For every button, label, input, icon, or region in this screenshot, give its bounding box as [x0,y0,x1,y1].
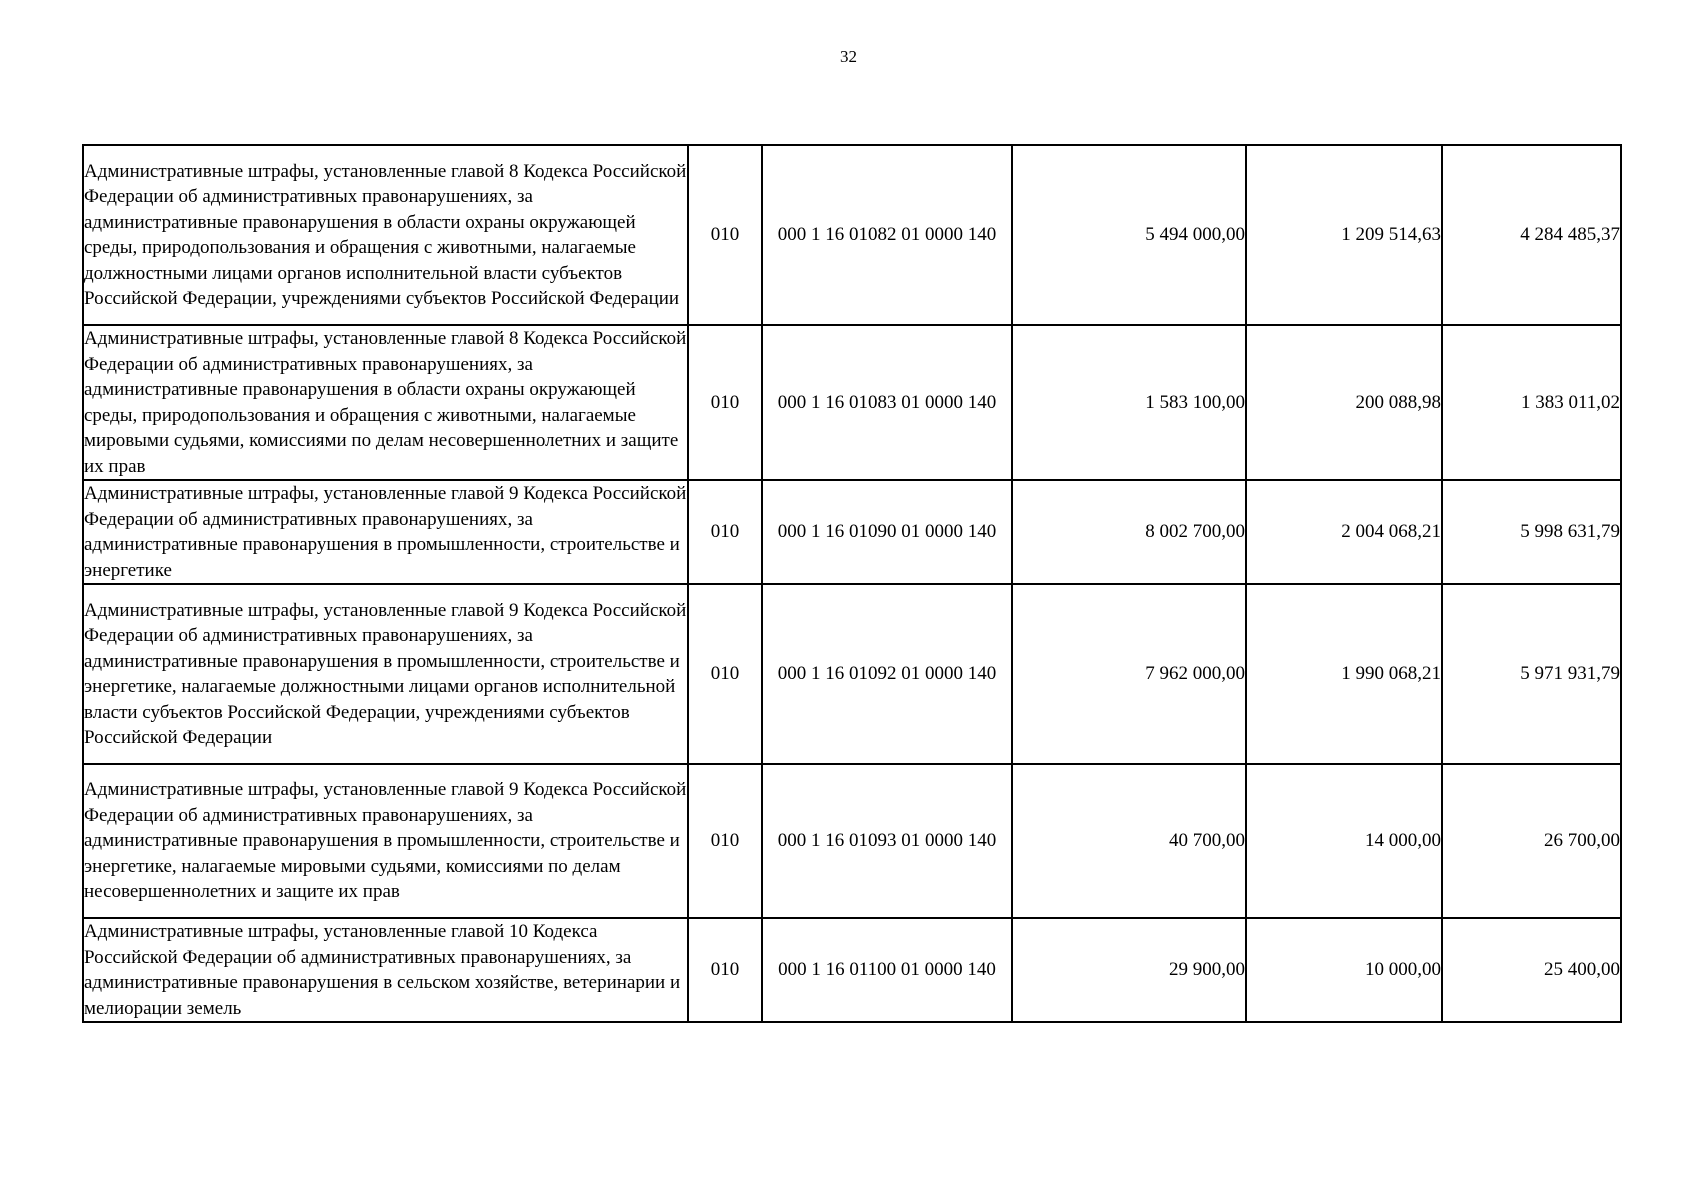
income-name-cell: Административные штрафы, установленные главой 9 Кодекса Российской Федерации об административных правонарушениях, за административные правонарушения в промышленности, строительстве и энергетике, налагаемые мировыми судьями, комиссиями по делам несовершеннолетних и защите их прав [83,764,688,918]
income-name-cell: Административные штрафы, установленные главой 9 Кодекса Российской Федерации об административных правонарушениях, за административные правонарушения в промышленности, строительстве и энергетике, налагаемые должностными лицами органов исполнительной власти субъектов Российской Федерации, учреждениями субъектов Российской Федерации [83,584,688,764]
approved-amount-cell: 29 900,00 [1012,918,1246,1022]
executed-amount-cell: 2 004 068,21 [1246,480,1442,584]
unexecuted-amount-cell: 5 998 631,79 [1442,480,1621,584]
table-row [83,918,1621,1022]
unexecuted-amount-cell: 5 971 931,79 [1442,584,1621,764]
table-row [83,145,1621,325]
table-row [83,325,1621,480]
line-code-cell: 010 [688,584,762,764]
unexecuted-amount-cell: 25 400,00 [1442,918,1621,1022]
income-table [82,144,1622,1023]
line-code-cell: 010 [688,918,762,1022]
line-code-cell: 010 [688,764,762,918]
line-code-cell: 010 [688,480,762,584]
income-code-cell: 000 1 16 01083 01 0000 140 [762,325,1012,480]
approved-amount-cell: 40 700,00 [1012,764,1246,918]
approved-amount-cell: 1 583 100,00 [1012,325,1246,480]
unexecuted-amount-cell: 26 700,00 [1442,764,1621,918]
income-code-cell: 000 1 16 01092 01 0000 140 [762,584,1012,764]
line-code-cell: 010 [688,325,762,480]
table-row [83,480,1621,584]
income-code-cell: 000 1 16 01082 01 0000 140 [762,145,1012,325]
executed-amount-cell: 200 088,98 [1246,325,1442,480]
income-code-cell: 000 1 16 01093 01 0000 140 [762,764,1012,918]
executed-amount-cell: 10 000,00 [1246,918,1442,1022]
table-row [83,584,1621,764]
unexecuted-amount-cell: 4 284 485,37 [1442,145,1621,325]
income-name-cell: Административные штрафы, установленные главой 8 Кодекса Российской Федерации об административных правонарушениях, за административные правонарушения в области охраны окружающей среды, природопользования и обращения с животными, налагаемые мировыми судьями, комиссиями по делам несовершеннолетних и защите их прав [83,325,688,480]
income-name-cell: Административные штрафы, установленные главой 9 Кодекса Российской Федерации об административных правонарушениях, за административные правонарушения в промышленности, строительстве и энергетике [83,480,688,584]
unexecuted-amount-cell: 1 383 011,02 [1442,325,1621,480]
line-code-cell: 010 [688,145,762,325]
table-row [83,764,1621,918]
executed-amount-cell: 14 000,00 [1246,764,1442,918]
approved-amount-cell: 7 962 000,00 [1012,584,1246,764]
income-code-cell: 000 1 16 01100 01 0000 140 [762,918,1012,1022]
executed-amount-cell: 1 209 514,63 [1246,145,1442,325]
approved-amount-cell: 5 494 000,00 [1012,145,1246,325]
page-number: 32 [840,47,857,66]
income-name-cell: Административные штрафы, установленные главой 8 Кодекса Российской Федерации об административных правонарушениях, за административные правонарушения в области охраны окружающей среды, природопользования и обращения с животными, налагаемые должностными лицами органов исполнительной власти субъектов Российской Федерации, учреждениями субъектов Российской Федерации [83,145,688,325]
income-code-cell: 000 1 16 01090 01 0000 140 [762,480,1012,584]
approved-amount-cell: 8 002 700,00 [1012,480,1246,584]
executed-amount-cell: 1 990 068,21 [1246,584,1442,764]
income-name-cell: Административные штрафы, установленные главой 10 Кодекса Российской Федерации об административных правонарушениях, за административные правонарушения в сельском хозяйстве, ветеринарии и мелиорации земель [83,918,688,1022]
